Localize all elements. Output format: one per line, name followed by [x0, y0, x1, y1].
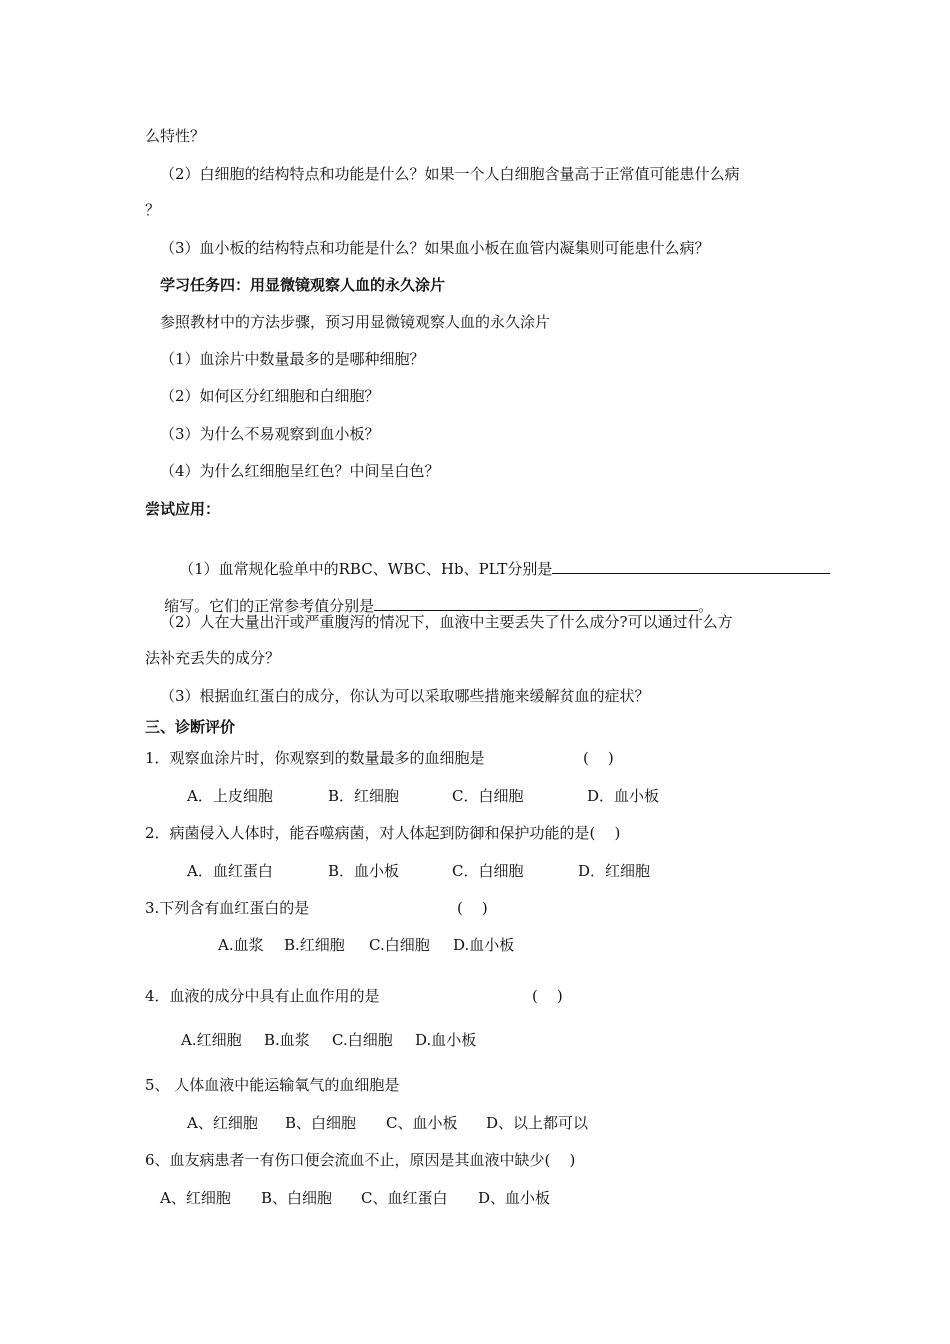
option-b[interactable]: B．血小板: [328, 862, 400, 880]
question-stem: 1．观察血涂片时，你观察到的数量最多的血细胞是: [145, 749, 485, 767]
option-a[interactable]: A．血红蛋白: [187, 862, 273, 880]
option-b[interactable]: B.血浆: [264, 1031, 310, 1049]
option-d[interactable]: D、血小板: [478, 1189, 551, 1207]
option-b[interactable]: B、白细胞: [261, 1189, 333, 1207]
option-c[interactable]: C、血小板: [386, 1114, 458, 1132]
question-text: （2）如何区分红细胞和白细胞？: [160, 387, 380, 405]
question-text: 法补充丢失的成分？: [145, 649, 281, 667]
question-text: （2）白细胞的结构特点和功能是什么？如果一个人白细胞含量高于正常值可能患什么病: [160, 165, 740, 183]
answer-paren[interactable]: ( ): [583, 749, 614, 767]
answer-blank[interactable]: [374, 594, 698, 611]
option-b[interactable]: B．红细胞: [328, 787, 400, 805]
question-stem: 4．血液的成分中具有止血作用的是: [145, 987, 380, 1005]
question-stem: 6、血友病患者一有伤口便会流血不止，原因是其血液中缺少( ): [145, 1151, 576, 1169]
option-b[interactable]: B.红细胞: [284, 936, 345, 954]
option-c[interactable]: C、血红蛋白: [361, 1189, 448, 1207]
answer-blank[interactable]: [552, 557, 830, 574]
option-d[interactable]: D.血小板: [415, 1031, 477, 1049]
paragraph: 参照教材中的方法步骤，预习用显微镜观察人血的永久涂片: [160, 313, 551, 331]
question-stem: 5、 人体血液中能运输氧气的血细胞是: [145, 1076, 400, 1094]
option-d[interactable]: D．红细胞: [578, 862, 651, 880]
option-d[interactable]: D．血小板: [587, 787, 660, 805]
option-d[interactable]: D、以上都可以: [486, 1114, 589, 1132]
option-c[interactable]: C．白细胞: [452, 787, 524, 805]
option-a[interactable]: A.红细胞: [181, 1031, 242, 1049]
option-a[interactable]: A、红细胞: [187, 1114, 258, 1132]
question-text: （3）血小板的结构特点和功能是什么？如果血小板在血管内凝集则可能患什么病？: [160, 239, 710, 257]
option-d[interactable]: D.血小板: [453, 936, 515, 954]
option-a[interactable]: A、红细胞: [160, 1189, 231, 1207]
question-text: （3）为什么不易观察到血小板？: [160, 425, 380, 443]
question-text: （2）人在大量出汗或严重腹泻的情况下，血液中主要丢失了什么成分?可以通过什么方: [160, 613, 733, 631]
option-a[interactable]: A.血浆: [218, 936, 264, 954]
question-text: （1）血涂片中数量最多的是哪种细胞？: [160, 350, 425, 368]
question-text: （4）为什么红细胞呈红色？中间呈白色？: [160, 462, 440, 480]
question-text: （1）血常规化验单中的RBC、WBC、Hb、PLT分别是: [179, 560, 553, 578]
section-heading: 三、诊断评价: [145, 718, 236, 736]
option-c[interactable]: C.白细胞: [332, 1031, 393, 1049]
answer-paren[interactable]: ( ): [457, 899, 488, 917]
option-c[interactable]: C．白细胞: [452, 862, 524, 880]
option-c[interactable]: C.白细胞: [369, 936, 430, 954]
continuation-line: 么特性？: [145, 127, 206, 145]
question-stem: 3.下列含有血红蛋白的是: [145, 899, 310, 917]
question-text: （3）根据血红蛋白的成分，你认为可以采取哪些措施来缓解贫血的症状？: [160, 687, 650, 705]
answer-paren[interactable]: ( ): [532, 987, 563, 1005]
section-heading: 学习任务四：用显微镜观察人血的永久涂片: [160, 276, 446, 294]
option-b[interactable]: B、白细胞: [285, 1114, 357, 1132]
question-text: ？: [145, 201, 161, 219]
period: 。: [698, 597, 714, 615]
question-text: 缩写。它们的正常参考值分别是: [164, 597, 375, 615]
question-stem: 2．病菌侵入人体时，能吞噬病菌，对人体起到防御和保护功能的是( ): [145, 824, 621, 842]
option-a[interactable]: A．上皮细胞: [187, 787, 273, 805]
section-heading: 尝试应用：: [145, 500, 221, 518]
